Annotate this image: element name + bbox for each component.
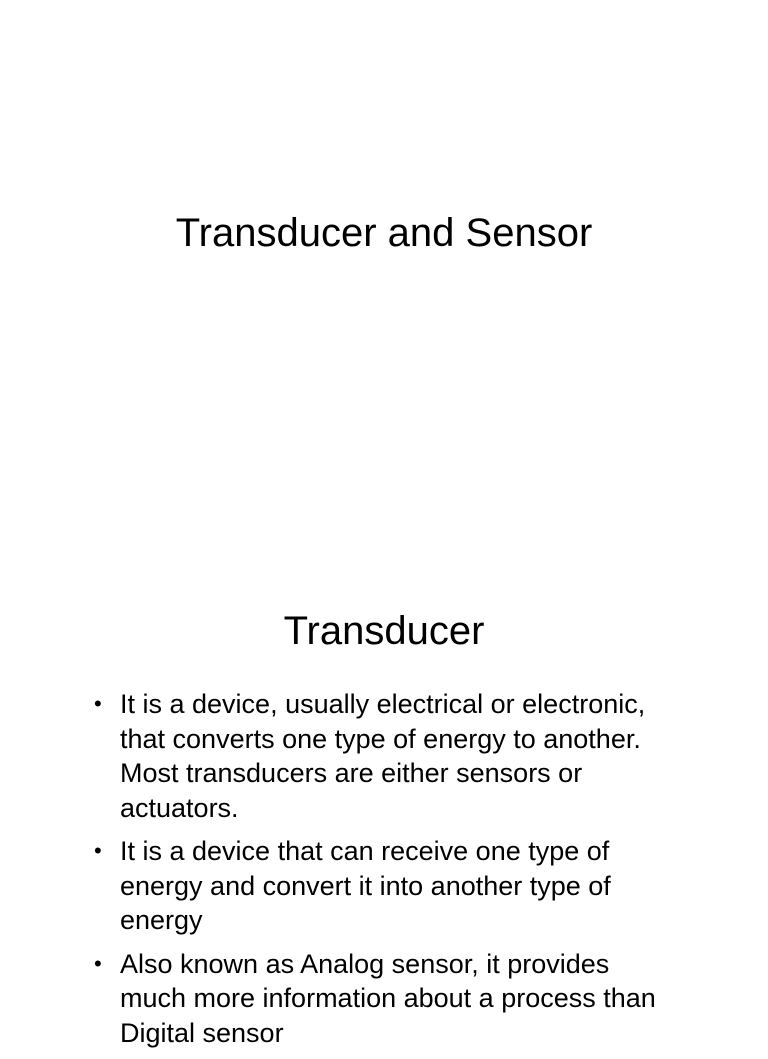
bullet-dot-icon: • <box>94 838 102 863</box>
slide-title: Transducer and Sensor <box>175 211 593 255</box>
bullet-text: It is a device that can receive one type of energy and convert it into another type of energy <box>120 836 611 935</box>
bullet-list <box>94 687 674 1059</box>
bullet-item <box>94 947 674 1051</box>
bullet-dot-icon: • <box>94 691 102 716</box>
bullet-item <box>94 834 674 938</box>
bullet-dot-icon: • <box>94 950 102 976</box>
bullet-text: Also known as Analog sensor, it provides much more information about a process than Digital sensor <box>120 948 656 1048</box>
bullet-item <box>94 687 674 825</box>
section-heading: Transducer <box>283 609 485 653</box>
bullet-text: It is a device, usually electrical or electronic, that converts one type of energy to another. Most transducers are either sensors or actuators. <box>120 689 646 823</box>
